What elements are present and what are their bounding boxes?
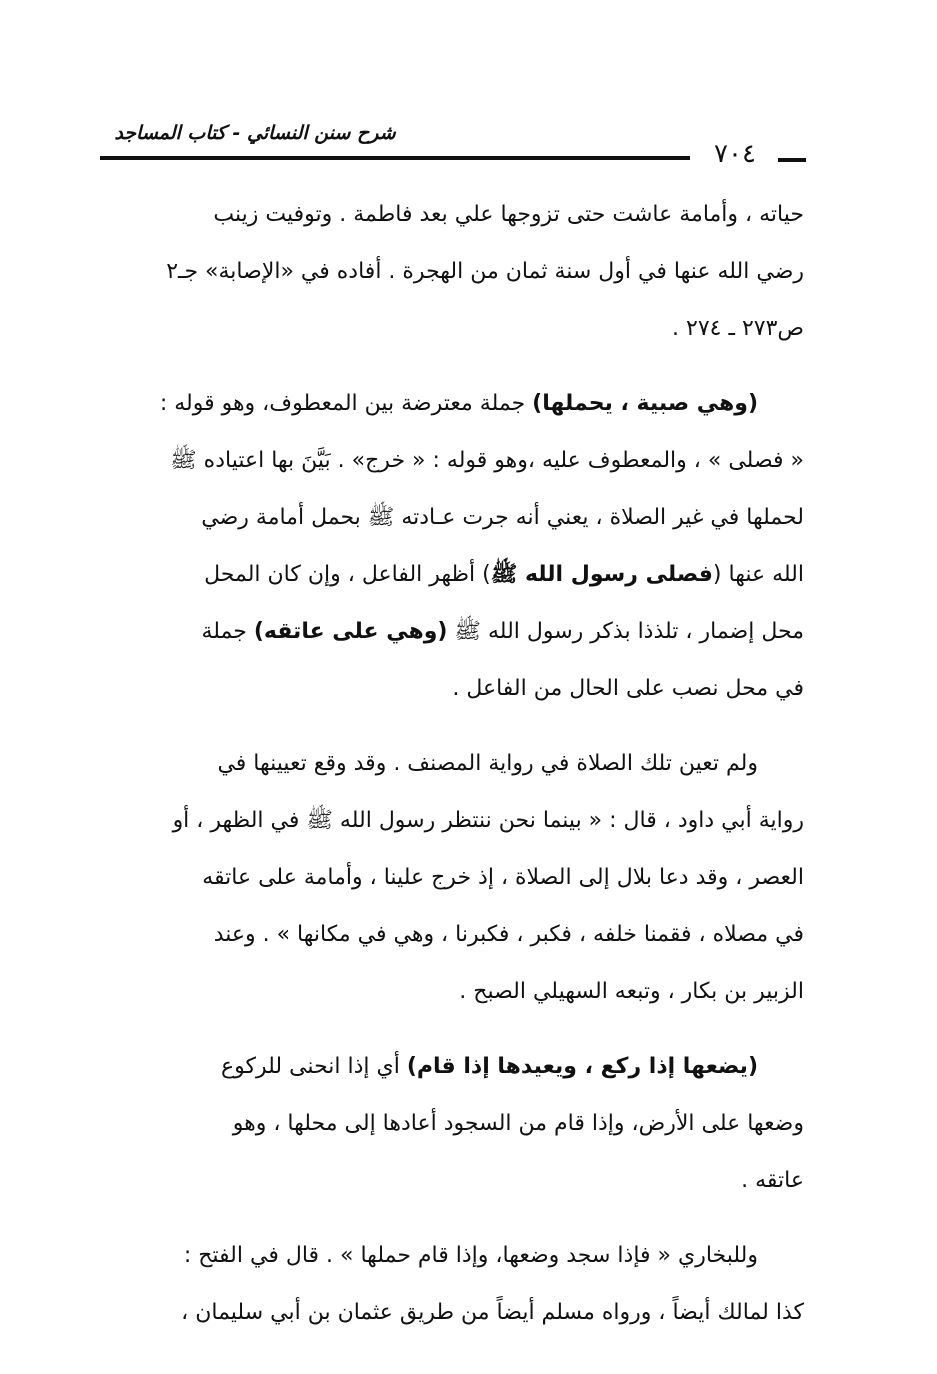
- commentary-text: ص٢٧٣ ـ ٢٧٤ .: [672, 316, 804, 341]
- text-line: [100, 963, 804, 1020]
- header-dash: [778, 158, 806, 162]
- commentary-text: ولم تعين تلك الصلاة في رواية المصنف . وقد وقع تعيينها في: [217, 751, 758, 776]
- commentary-text: العصر ، وقد دعا بلال إلى الصلاة ، إذ خرج علينا ، وأمامة على عاتقه: [202, 865, 804, 890]
- paragraph: [100, 186, 804, 357]
- text-line: [100, 849, 804, 906]
- commentary-text: ) أظهر الفاعل ، وإن كان المحل: [204, 562, 491, 587]
- commentary-text: جملة معترضة بين المعطوف، وهو قوله :: [159, 391, 533, 416]
- text-line: [100, 300, 804, 357]
- text-line: [100, 489, 804, 546]
- commentary-text: الله عنها (: [712, 562, 804, 587]
- text-line: [100, 243, 804, 300]
- text-line: [100, 906, 804, 963]
- text-line: [100, 1038, 804, 1095]
- paragraph: [100, 1038, 804, 1209]
- text-line: [100, 1152, 804, 1209]
- running-title: شرح سنن النسائي - كتاب المساجد: [114, 122, 396, 144]
- text-line: [100, 660, 804, 717]
- paragraph: [100, 1227, 804, 1341]
- text-line: [100, 186, 804, 243]
- commentary-text: لحملها في غير الصلاة ، يعني أنه جرت عـادته ﷺ بحمل أمامة رضي: [201, 505, 804, 530]
- text-line: [100, 432, 804, 489]
- commentary-text: محل إضمار ، تلذذا بذكر رسول الله ﷺ: [447, 619, 804, 644]
- commentary-text: في مصلاه ، فقمنا خلفه ، فكبر ، فكبرنا ، وهي في مكانها » . وعند: [213, 922, 804, 947]
- text-line: [100, 792, 804, 849]
- commentary-text: في محل نصب على الحال من الفاعل .: [452, 676, 804, 701]
- paragraph: [100, 375, 804, 717]
- commentary-text: عاتقه .: [741, 1168, 804, 1193]
- text-line: [100, 603, 804, 660]
- paragraph: [100, 735, 804, 1020]
- commentary-text: حياته ، وأمامة عاشت حتى تزوجها علي بعد فاطمة . وتوفيت زينب: [213, 202, 804, 227]
- text-line: [100, 1095, 804, 1152]
- quoted-hadith-text: (وهي على عاتقه): [253, 619, 448, 644]
- text-line: [100, 1284, 804, 1341]
- commentary-text: رضي الله عنها في أول سنة ثمان من الهجرة . أفاده في «الإصابة» جـ٢: [166, 259, 804, 284]
- body-text: [100, 186, 804, 1341]
- commentary-text: وضعها على الأرض، وإذا قام من السجود أعادها إلى محلها ، وهو: [232, 1111, 804, 1136]
- commentary-text: وللبخاري « فإذا سجد وضعها، وإذا قام حملها » . قال في الفتح :: [183, 1243, 758, 1268]
- commentary-text: جملة: [201, 619, 254, 644]
- quoted-hadith-text: فصلى رسول الله ﷺ: [490, 562, 713, 587]
- quoted-hadith-text: (يضعها إذا ركع ، ويعيدها إذا قام): [406, 1054, 758, 1079]
- commentary-text: كذا لمالك أيضاً ، ورواه مسلم أيضاً من طريق عثمان بن أبي سليمان ،: [181, 1300, 804, 1325]
- page-number: ٧٠٤: [714, 139, 756, 169]
- commentary-text: الزبير بن بكار ، وتبعه السهيلي الصبح .: [459, 979, 804, 1004]
- text-line: [100, 735, 804, 792]
- text-line: [100, 1227, 804, 1284]
- commentary-text: أي إذا انحنى للركوع: [221, 1054, 407, 1079]
- header-rule: [100, 156, 690, 160]
- commentary-text: رواية أبي داود ، قال : « بينما نحن ننتظر رسول الله ﷺ في الظهر ، أو: [172, 808, 804, 833]
- quoted-hadith-text: (وهي صبية ، يحملها): [532, 391, 758, 416]
- text-line: [100, 375, 804, 432]
- text-line: [100, 546, 804, 603]
- commentary-text: « فصلى » ، والمعطوف عليه ،وهو قوله : « خرج» . بَيَّنَ بها اعتياده ﷺ: [170, 448, 804, 473]
